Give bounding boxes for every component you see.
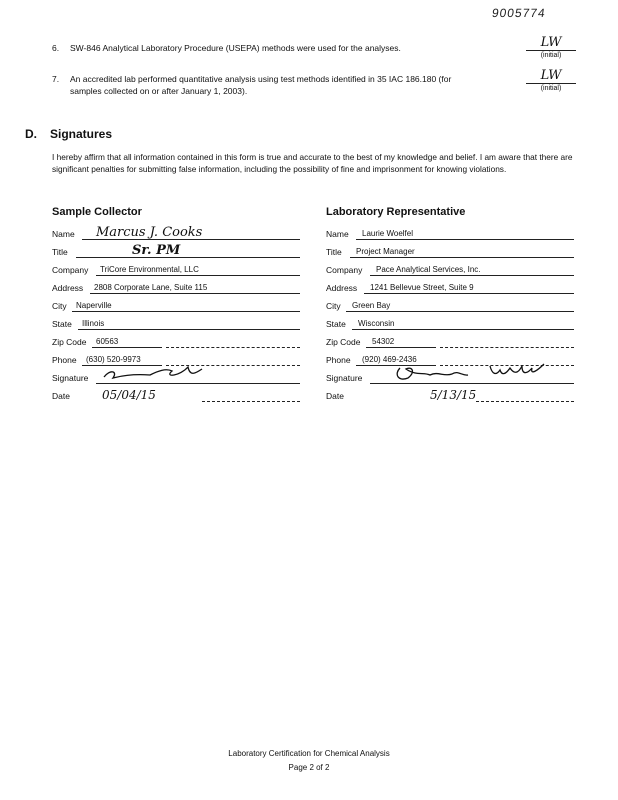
zip-label: Zip Code bbox=[52, 337, 87, 347]
collector-zip-row bbox=[52, 334, 300, 348]
lab-city-value: Green Bay bbox=[352, 301, 391, 310]
lab-zip-value: 54302 bbox=[372, 337, 395, 346]
initial-label: (initial) bbox=[540, 85, 562, 92]
initial-box bbox=[526, 69, 576, 92]
item-text: SW-846 Analytical Laboratory Procedure (USEPA) methods were used for the analyses. bbox=[70, 43, 401, 53]
lab-title-row bbox=[326, 244, 574, 258]
initial-box bbox=[526, 36, 576, 59]
lab-address-value: 1241 Bellevue Street, Suite 9 bbox=[370, 283, 474, 292]
footer-title: Laboratory Certification for Chemical Analysis bbox=[228, 749, 390, 758]
name-label: Name bbox=[326, 229, 349, 239]
address-label: Address bbox=[326, 283, 358, 293]
collector-city-row bbox=[52, 298, 300, 312]
date-label: Date bbox=[52, 391, 70, 401]
collector-heading: Sample Collector bbox=[52, 206, 142, 218]
collector-address-value: 2808 Corporate Lane, Suite 115 bbox=[94, 283, 208, 292]
phone-label: Phone bbox=[326, 355, 351, 365]
date-label: Date bbox=[326, 391, 344, 401]
document-stamp-number: 9005774 bbox=[491, 6, 547, 20]
name-label: Name bbox=[52, 229, 75, 239]
initial-signature: LW bbox=[526, 36, 576, 51]
lab-address-row bbox=[326, 280, 574, 294]
lab-zip-row bbox=[326, 334, 574, 348]
collector-company-row bbox=[52, 262, 300, 276]
signature-label: Signature bbox=[52, 373, 89, 383]
company-label: Company bbox=[52, 265, 89, 275]
collector-name-value: Marcus J. Cooks bbox=[96, 225, 203, 240]
lab-company-value: Pace Analytical Services, Inc. bbox=[376, 265, 481, 274]
initial-label: (initial) bbox=[540, 52, 562, 59]
collector-city-value: Naperville bbox=[76, 301, 112, 310]
city-label: City bbox=[326, 301, 341, 311]
section-title: Signatures bbox=[50, 127, 113, 141]
signature-label: Signature bbox=[326, 373, 363, 383]
lab-name-row bbox=[326, 226, 574, 240]
lab-date-value: 5/13/15 bbox=[430, 388, 477, 402]
state-label: State bbox=[52, 319, 72, 329]
footer-page-number: Page 2 of 2 bbox=[288, 763, 330, 772]
company-label: Company bbox=[326, 265, 363, 275]
lab-signature-row bbox=[326, 370, 574, 384]
city-label: City bbox=[52, 301, 67, 311]
item-number: 6. bbox=[52, 43, 60, 53]
item-number: 7. bbox=[52, 74, 60, 84]
affirmation-text: I hereby affirm that all information contained in this form is true and accurate to the best of my knowledge and belief. I am aware that there are significant penalties for submitting false information, including the possibility of fine and imprisonment for knowing violations. bbox=[52, 152, 573, 174]
collector-signature bbox=[100, 362, 204, 384]
collector-address-row bbox=[52, 280, 300, 294]
address-label: Address bbox=[52, 283, 84, 293]
title-label: Title bbox=[326, 247, 342, 257]
collector-date-value: 05/04/15 bbox=[102, 388, 156, 402]
collector-signature-row bbox=[52, 370, 300, 384]
lab-state-row bbox=[326, 316, 574, 330]
collector-phone-value: (630) 520-9973 bbox=[86, 355, 141, 364]
collector-name-row bbox=[52, 226, 300, 240]
collector-title-value: Sr. PM bbox=[132, 243, 181, 258]
collector-zip-value: 60563 bbox=[96, 337, 119, 346]
collector-company-value: TriCore Environmental, LLC bbox=[100, 265, 199, 274]
lab-date-row bbox=[326, 388, 574, 402]
initial-signature: LW bbox=[526, 69, 576, 84]
collector-state-value: Illinois bbox=[82, 319, 105, 328]
state-label: State bbox=[326, 319, 346, 329]
zip-label: Zip Code bbox=[326, 337, 361, 347]
lab-phone-value: (920) 469-2436 bbox=[362, 355, 417, 364]
lab-city-row bbox=[326, 298, 574, 312]
collector-state-row bbox=[52, 316, 300, 330]
phone-label: Phone bbox=[52, 355, 77, 365]
section-letter: D. bbox=[25, 127, 37, 141]
collector-title-row bbox=[52, 244, 300, 258]
lab-company-row bbox=[326, 262, 574, 276]
title-label: Title bbox=[52, 247, 68, 257]
item-text: An accredited lab performed quantitative analysis using test methods identified in 35 IAC 186.180 (for samples collected on or after January 1, 2003). bbox=[70, 74, 452, 96]
lab-heading: Laboratory Representative bbox=[326, 206, 466, 218]
collector-date-row bbox=[52, 388, 300, 402]
lab-name-value: Laurie Woelfel bbox=[362, 229, 413, 238]
lab-state-value: Wisconsin bbox=[358, 319, 395, 328]
lab-title-value: Project Manager bbox=[356, 247, 415, 256]
lab-signature bbox=[392, 360, 548, 386]
